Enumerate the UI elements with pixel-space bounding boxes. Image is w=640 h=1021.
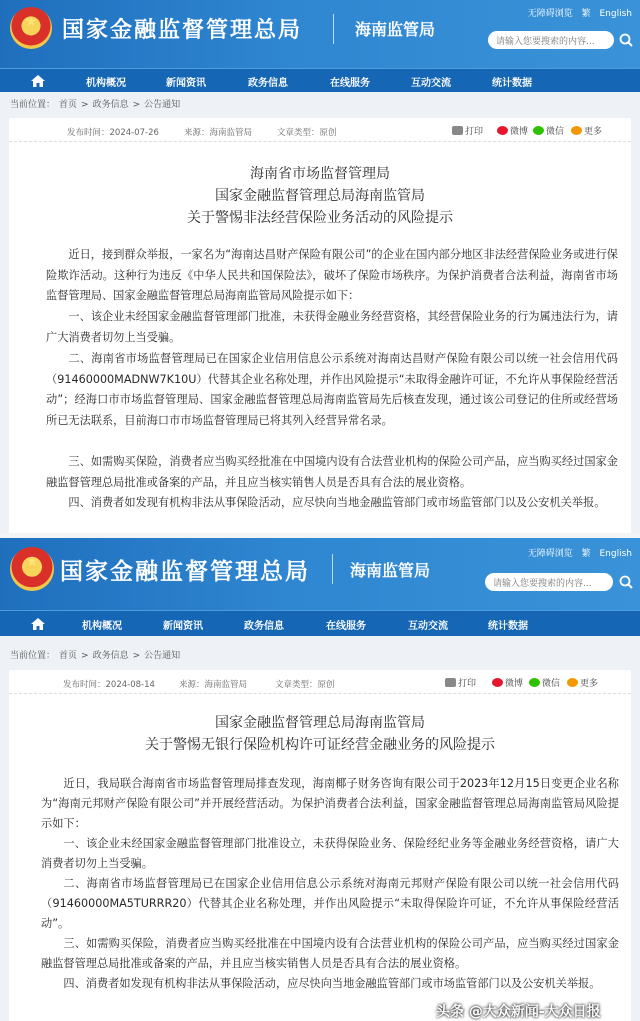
top-links: [522, 546, 632, 559]
title-divider: [333, 14, 334, 44]
breadcrumb-home[interactable]: 首页: [59, 651, 78, 661]
breadcrumb: 当前位置： 首页 > 政务信息 > 公告通知: [10, 100, 181, 110]
screenshot-bottom: [0, 538, 640, 1021]
wechat-icon: [533, 126, 544, 135]
national-emblem-icon: ★: [10, 7, 52, 49]
nav-item-gov-info[interactable]: 政务信息: [248, 78, 288, 89]
print-button[interactable]: 打印: [445, 676, 476, 689]
wechat-icon: [529, 678, 540, 687]
article-title-line-3: 关于警惕非法经营保险业务活动的风险提示: [187, 210, 453, 226]
article-paragraph-4: 四、消费者如发现有机构非法从事保险活动，应尽快向当地金融监管部门或市场监管部门以及公安机关举报。: [63, 977, 601, 990]
breadcrumb-gov-info[interactable]: 政务信息: [92, 100, 129, 110]
article-paragraph-3: 三、如需购买保险，消费者应当购买经批准在中国境内设有合法营业机构的保险公司产品，应当购买经过国家金融监督管理总局批准或备案的产品，并且应当核实销售人员是否具有合法的展业资格。: [41, 937, 619, 970]
article-paragraph-3: 三、如需购买保险，消费者应当购买经批准在中国境内设有合法营业机构的保险公司产品，应当购买经过国家金融监督管理总局批准或备案的产品，并且应当核实销售人员是否具有合法的展业资格。: [46, 455, 618, 489]
search-input[interactable]: 请输入您要搜索的内容...: [485, 573, 613, 591]
main-nav: [0, 610, 640, 636]
breadcrumb: 当前位置： 首页 > 政务信息 > 公告通知: [10, 651, 181, 661]
home-icon[interactable]: [30, 616, 46, 632]
publish-date: 发布时间：2024-07-26: [67, 128, 159, 138]
english-link[interactable]: English: [599, 549, 632, 559]
article-panel: [9, 118, 631, 533]
breadcrumb-gov-info[interactable]: 政务信息: [92, 651, 129, 661]
article-meta: [9, 670, 631, 694]
weibo-share-button[interactable]: 微博: [497, 124, 528, 137]
article-source: 来源：海南监管局: [179, 680, 248, 690]
article-panel: [9, 670, 631, 1021]
accessibility-link[interactable]: 无障碍浏览: [527, 9, 573, 19]
article-type: 文章类型：原创: [275, 680, 335, 690]
traditional-link[interactable]: 繁: [581, 549, 591, 559]
article-title-line-1: 海南省市场监督管理局: [250, 166, 390, 182]
breadcrumb-notices[interactable]: 公告通知: [144, 100, 181, 110]
english-link[interactable]: English: [599, 9, 632, 19]
article-meta: [9, 118, 631, 142]
search-input[interactable]: 请输入您要搜索的内容...: [488, 31, 614, 49]
article-title-line-2: 关于警惕无银行保险机构许可证经营金融业务的风险提示: [145, 737, 495, 753]
article-paragraph-2: 二、海南省市场监督管理局已在国家企业信用信息公示系统对海南达昌财产保险有限公司以统一社会信用代码（91460000MADNW7K10U）代替其企业名称处理，并作出风险提示“未取得金融许可证，不允许从事保险经营活动”；经海口市市场监督管理局、国家金融监督管理总局海南监管局先后核查发现，通过该公司登记的住所或经营场所已无法联系，目前海口市市场监督管理局已将其列入经营异常名录。: [46, 352, 618, 428]
breadcrumb-notices[interactable]: 公告通知: [144, 651, 181, 661]
more-icon: [571, 126, 582, 135]
site-subtitle[interactable]: 海南监管局: [355, 20, 436, 39]
site-title[interactable]: 国家金融监督管理总局: [62, 18, 303, 43]
top-links: [522, 6, 632, 19]
site-subtitle[interactable]: 海南监管局: [350, 561, 431, 580]
print-icon: [452, 126, 463, 135]
nav-item-about[interactable]: 机构概况: [86, 78, 126, 89]
article-paragraph-intro: 近日，接到群众举报，一家名为“海南达昌财产保险有限公司”的企业在国内部分地区非法经营保险业务或进行保险欺诈活动。这种行为违反《中华人民共和国保险法》，破坏了保险市场秩序。为保护消费者合法利益，海南省市场监督管理局、国家金融监督管理总局海南监管局风险提示如下：: [46, 248, 618, 303]
print-button[interactable]: 打印: [452, 124, 483, 137]
more-icon: [567, 678, 578, 687]
search-icon[interactable]: [618, 32, 634, 48]
search-icon[interactable]: [618, 574, 634, 590]
more-share-button[interactable]: 更多: [571, 124, 602, 137]
site-title[interactable]: 国家金融监督管理总局: [60, 559, 310, 585]
nav-item-news[interactable]: 新闻资讯: [166, 78, 206, 89]
nav-item-interaction[interactable]: 互动交流: [408, 621, 448, 632]
nav-item-statistics[interactable]: 统计数据: [488, 621, 528, 632]
site-header: [0, 538, 640, 610]
home-icon[interactable]: [30, 73, 46, 89]
nav-item-gov-info[interactable]: 政务信息: [244, 621, 284, 632]
article-paragraph-intro: 近日，我局联合海南省市场监督管理局排查发现，海南椰子财务咨询有限公司于2023年12月15日变更企业名称为“海南元邦财产保险有限公司”并开展经营活动。为保护消费者合法利益，国家金融监督管理总局海南监管局风险提示如下：: [41, 777, 619, 830]
article-paragraph-2: 二、海南省市场监督管理局已在国家企业信用信息公示系统对海南元邦财产保险有限公司以统一社会信用代码（91460000MA5TURRR20）代替其企业名称处理，并作出风险提示“未取得保险许可证，不允许从事保险经营活动”。: [41, 877, 619, 930]
wechat-share-button[interactable]: 微信: [529, 676, 560, 689]
article-source: 来源：海南监管局: [184, 128, 253, 138]
article-title-line-1: 国家金融监督管理总局海南监管局: [215, 715, 425, 731]
site-header: [0, 0, 640, 68]
weibo-icon: [497, 126, 508, 135]
article-title-line-2: 国家金融监督管理总局海南监管局: [215, 188, 425, 204]
article-paragraph-1: 一、该企业未经国家金融监督管理部门批准，未获得金融业务经营资格，其经营保险业务的行为属违法行为，请广大消费者切勿上当受骗。: [46, 310, 618, 344]
print-icon: [445, 678, 456, 687]
article-paragraph-4: 四、消费者如发现有机构非法从事保险活动，应尽快向当地金融监管部门或市场监管部门以及公安机关举报。: [68, 496, 606, 509]
title-divider: [332, 554, 333, 584]
article-type: 文章类型：原创: [277, 128, 337, 138]
wechat-share-button[interactable]: 微信: [533, 124, 564, 137]
nav-item-interaction[interactable]: 互动交流: [411, 78, 451, 89]
weibo-icon: [492, 678, 503, 687]
publish-date: 发布时间：2024-08-14: [63, 680, 155, 690]
nav-item-services[interactable]: 在线服务: [326, 621, 366, 632]
more-share-button[interactable]: 更多: [567, 676, 598, 689]
weibo-share-button[interactable]: 微博: [492, 676, 523, 689]
article-paragraph-1: 一、该企业未经国家金融监督管理部门批准设立，未获得保险业务、保险经纪业务等金融业务经营资格，请广大消费者切勿上当受骗。: [41, 837, 619, 870]
main-nav: [0, 68, 640, 92]
national-emblem-icon: ★: [10, 547, 54, 591]
traditional-link[interactable]: 繁: [581, 9, 591, 19]
breadcrumb-home[interactable]: 首页: [59, 100, 78, 110]
nav-item-services[interactable]: 在线服务: [330, 78, 370, 89]
nav-item-about[interactable]: 机构概况: [82, 621, 122, 632]
nav-item-news[interactable]: 新闻资讯: [163, 621, 203, 632]
accessibility-link[interactable]: 无障碍浏览: [527, 549, 573, 559]
nav-item-statistics[interactable]: 统计数据: [492, 78, 532, 89]
watermark: 头条 @大众新闻-大众日报: [436, 1004, 601, 1020]
